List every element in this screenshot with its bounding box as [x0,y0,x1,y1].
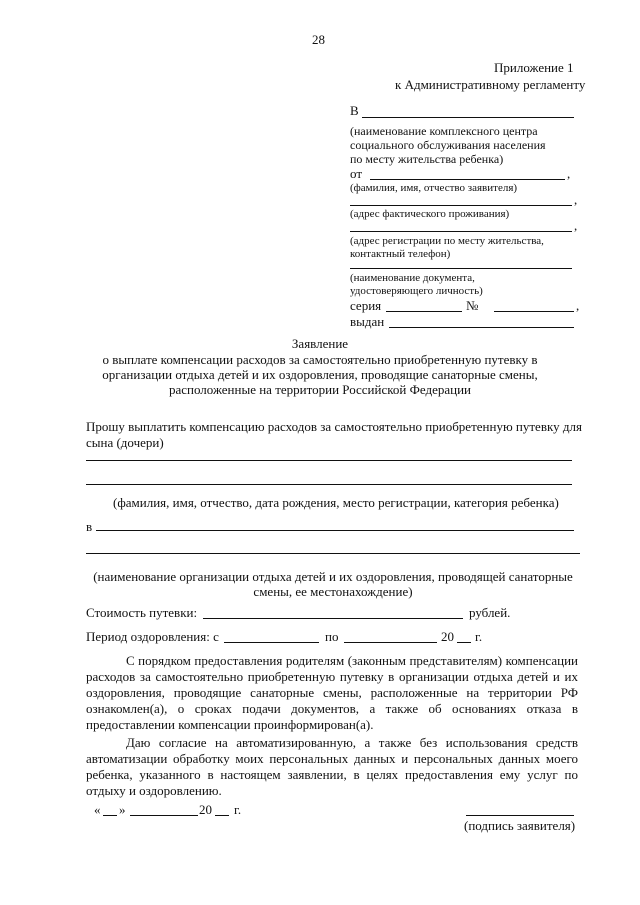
title-line-3: организации отдыха детей и их оздоровления, проводящие санаторные смены, [102,367,538,382]
organization-field-2[interactable] [86,553,580,554]
address-comma: , [574,192,578,207]
number-comma: , [576,298,580,313]
doc-caption-1: (наименование документа, [350,272,475,284]
period-end-field[interactable] [344,642,437,643]
applicant-name-field[interactable] [370,179,565,180]
period-year-field[interactable] [457,642,471,643]
signature-field[interactable] [466,815,574,816]
period-year: 20 [441,629,454,644]
in-prefix: в [86,519,93,534]
from-comma: , [567,166,571,181]
to-prefix: В [350,103,359,118]
informed-paragraph: С порядком предоставления родителям (законным представителям) компенсации расходов за самостоятельно приобретенную путевку в организации отдыха детей и их оздоровления, проводящие санаторные смены, расположенные на территории РФ ознакомлен(а), о сроках подачи документов, а также об основаниях отказа в предоставлении компенсации проинформирован(а). [86,653,578,732]
period-to: по [325,629,339,644]
number-field[interactable] [494,311,574,312]
organization-field-1[interactable] [96,530,574,531]
center-caption-1: (наименование комплексного центра [350,124,538,138]
actual-address-field[interactable] [350,205,572,206]
date-year: 20 [199,802,212,817]
org-caption-2: смены, ее местонахождение) [253,584,413,599]
request-line-2: сына (дочери) [86,435,164,450]
series-field[interactable] [386,311,462,312]
center-caption-3: по месту жительства ребенка) [350,152,504,166]
appendix-line-1: Приложение 1 [494,60,574,75]
date-month-field[interactable] [130,815,198,816]
registration-address-field[interactable] [350,231,572,232]
title-line-4: расположенные на территории Российской Федерации [168,382,471,397]
center-name-field[interactable] [362,117,574,118]
date-open-quote: « [94,802,101,817]
reg-comma: , [574,218,578,233]
series-label: серия [350,298,382,313]
doc-caption-2: удостоверяющего личность) [350,285,483,297]
from-prefix: от [350,166,363,181]
appendix-line-2: к Административному регламенту [395,77,586,92]
issued-field[interactable] [389,327,574,328]
signature-caption: (подпись заявителя) [464,818,576,833]
date-suffix: г. [234,802,242,817]
center-caption-2: социального обслуживания населения [350,138,546,152]
page-number: 28 [312,32,325,47]
document-title: Заявление [291,336,349,351]
reg-address-caption-1: (адрес регистрации по месту жительства, [350,235,544,247]
reg-address-caption-2: контактный телефон) [350,248,451,260]
date-close-quote: » [119,802,126,817]
request-line-1: Прошу выплатить компенсацию расходов за самостоятельно приобретенную путевку для [86,419,582,434]
period-year-suffix: г. [475,629,483,644]
actual-address-caption: (адрес фактического проживания) [350,208,510,220]
date-day-field[interactable] [103,815,117,816]
period-start-field[interactable] [224,642,319,643]
cost-label: Стоимость путевки: [86,605,198,620]
issued-label: выдан [350,314,385,329]
cost-unit: рублей. [469,605,511,620]
org-caption-1: (наименование организации отдыха детей и их оздоровления, проводящей санаторные [93,569,573,584]
applicant-caption: (фамилия, имя, отчество заявителя) [350,182,518,194]
consent-paragraph: Даю согласие на автоматизированную, а также без использования средств автоматизации обработку моих персональных данных и персональных данных моего ребенка, указанного в настоящем заявлении, в целях предоставления ему услуг по отдыху и оздоровлению. [86,735,578,798]
child-caption: (фамилия, имя, отчество, дата рождения, место регистрации, категория ребенка) [113,495,559,510]
child-info-field-1[interactable] [86,460,572,461]
title-line-2: о выплате компенсации расходов за самостоятельно приобретенную путевку в [102,352,538,367]
identity-document-field[interactable] [350,268,572,269]
cost-field[interactable] [203,618,463,619]
period-label: Период оздоровления: с [86,629,219,644]
child-info-field-2[interactable] [86,484,572,485]
number-label: № [466,298,479,313]
date-year-field[interactable] [215,815,229,816]
